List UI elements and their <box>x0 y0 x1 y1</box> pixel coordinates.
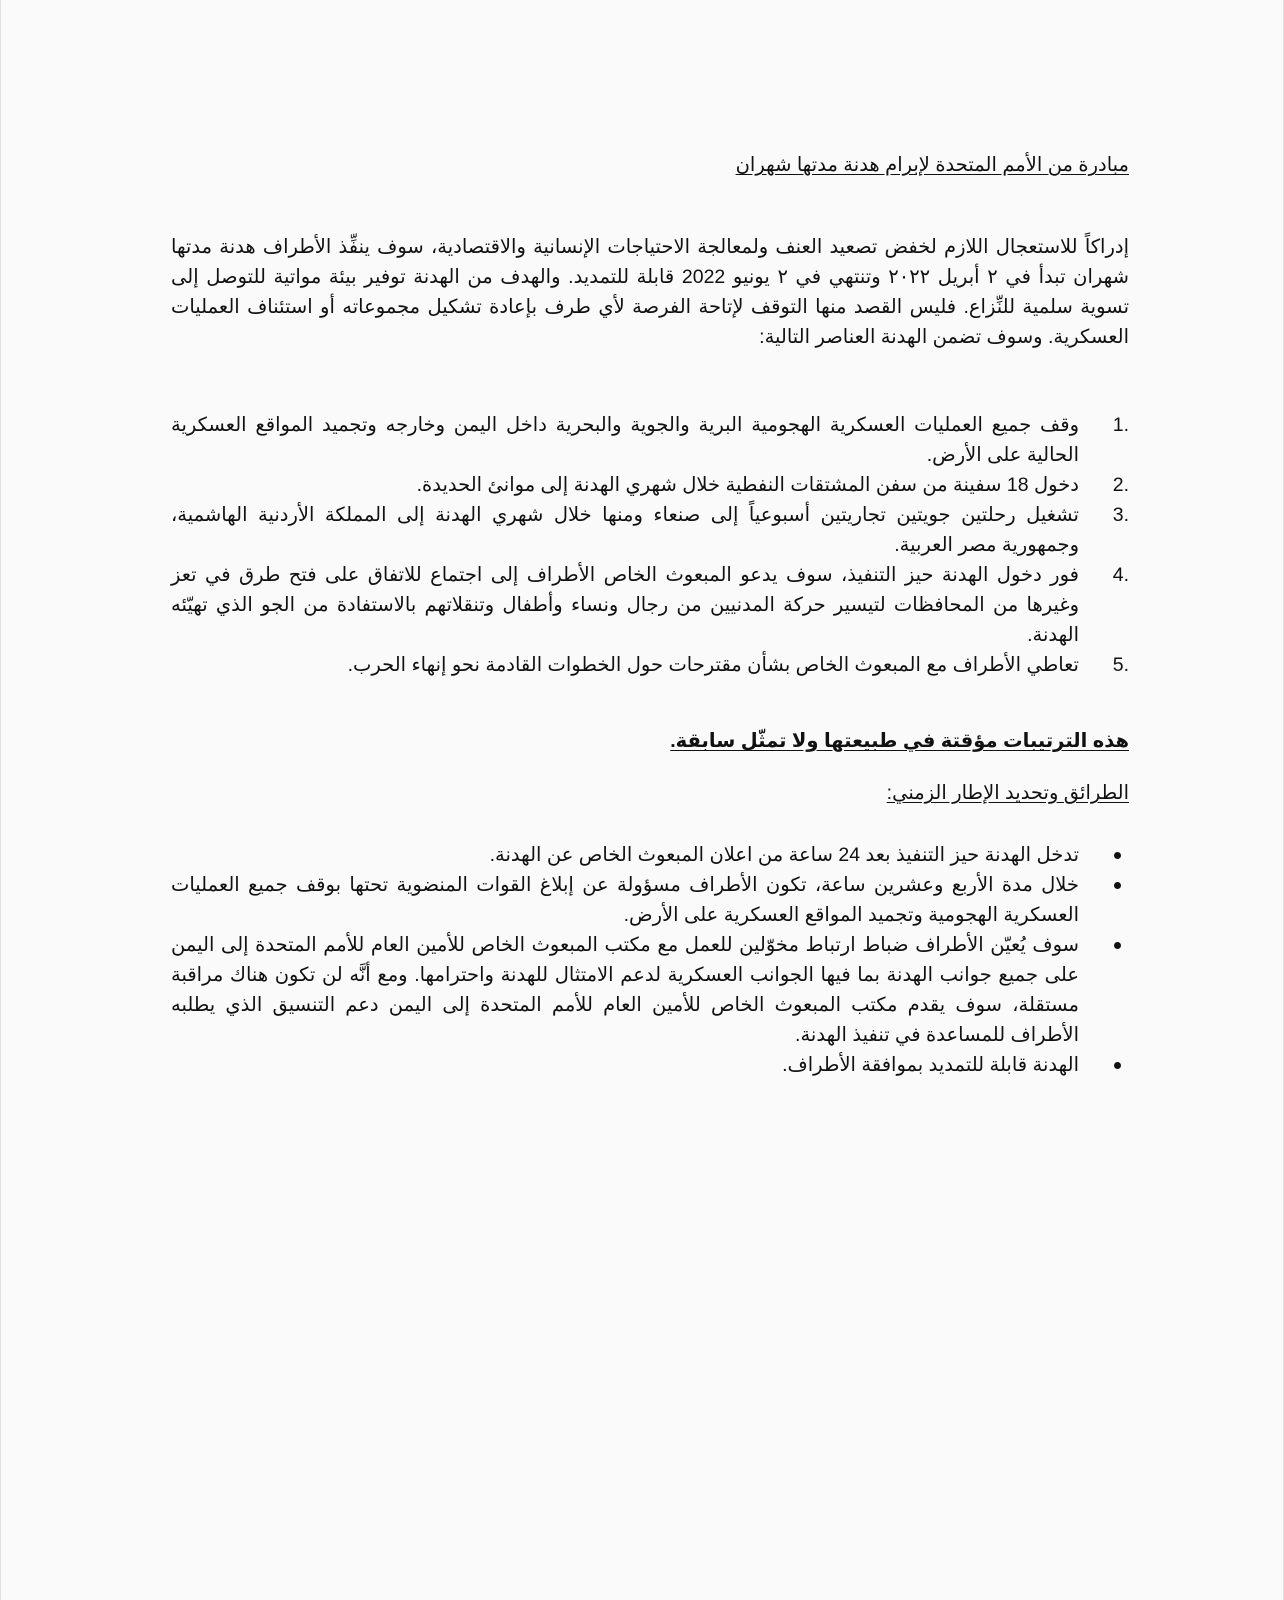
list-item <box>171 500 1129 560</box>
bullet-icon <box>1114 882 1121 889</box>
list-item <box>171 930 1079 1050</box>
list-item-text: تعاطي الأطراف مع المبعوث الخاص بشأن مقترحات حول الخطوات القادمة نحو إنهاء الحرب. <box>347 654 1079 676</box>
list-item-text: خلال مدة الأربع وعشرين ساعة، تكون الأطراف مسؤولة عن إبلاغ القوات المنضوية تحتها بوقف جميع العمليات العسكرية الهجومية وتجميد المواقع العسكرية على الأرض. <box>171 874 1079 926</box>
truce-elements-list <box>171 410 1129 680</box>
list-item <box>171 410 1129 470</box>
list-item-text: فور دخول الهدنة حيز التنفيذ، سوف يدعو المبعوث الخاص الأطراف إلى اجتماع للاتفاق على فتح طرق في تعز وغيرها من المحافظات لتيسير حركة المدنيين من رجال ونساء وأطفال وتنقلاتهم بالاستفادة من الجو الذي تهيّئه الهدنة. <box>171 564 1079 646</box>
list-item <box>171 560 1129 650</box>
list-item-number: 4. <box>1112 564 1129 586</box>
list-item-number: 2. <box>1112 474 1129 496</box>
list-item-number: 3. <box>1112 504 1129 526</box>
list-item <box>171 470 1129 500</box>
list-item-text: تدخل الهدنة حيز التنفيذ بعد 24 ساعة من اعلان المبعوث الخاص عن الهدنة. <box>489 844 1079 866</box>
list-item-text: دخول 18 سفينة من سفن المشتقات النفطية خلال شهري الهدنة إلى موانئ الحديدة. <box>416 474 1079 496</box>
bullet-icon <box>1114 1062 1121 1069</box>
document-title: مبادرة من الأمم المتحدة لإبرام هدنة مدتها شهران <box>735 154 1129 176</box>
temporary-arrangements-note: هذه الترتيبات مؤقتة في طبيعتها ولا تمثّل سابقة. <box>670 730 1129 752</box>
list-item-number: 5. <box>1112 654 1129 676</box>
list-item <box>171 1050 1079 1080</box>
list-item-text: وقف جميع العمليات العسكرية الهجومية البرية والجوية والبحرية داخل اليمن وخارجه وتجميد المواقع العسكرية الحالية على الأرض. <box>171 414 1079 466</box>
bullet-icon <box>1114 942 1121 949</box>
bullet-icon <box>1114 852 1121 859</box>
list-item <box>171 840 1079 870</box>
intro-paragraph: إدراكاً للاستعجال اللازم لخفض تصعيد العنف ولمعالجة الاحتياجات الإنسانية والاقتصادية، سوف ينفِّذ الأطراف هدنة مدتها شهران تبدأ في ٢ أبريل ٢٠٢٢ وتنتهي في ٢ يونيو 2022 قابلة للتمديد. والهدف من الهدنة توفير بيئة مواتية للتوصل إلى تسوية سلمية للنِّزاع. فليس القصد منها التوقف لإتاحة الفرصة لأي طرف بإعادة تشكيل مجموعاته أو استئناف العمليات العسكرية. وسوف تضمن الهدنة العناصر التالية: <box>171 236 1129 348</box>
list-item-text: سوف يُعيّن الأطراف ضباط ارتباط مخوّلين للعمل مع مكتب المبعوث الخاص للأمين العام للأمم المتحدة إلى اليمن على جميع جوانب الهدنة بما فيها الجوانب العسكرية لدعم الامتثال للهدنة واحترامها. ومع أنَّه لن تكون هناك مراقبة مستقلة، سوف يقدم مكتب المبعوث الخاص للأمين العام للأمم المتحدة إلى اليمن دعم التنسيق الذي يطلبه الأطراف للمساعدة في تنفيذ الهدنة. <box>171 934 1079 1046</box>
modalities-list <box>171 840 1129 1080</box>
list-item-text: تشغيل رحلتين جويتين تجاريتين أسبوعياً إلى صنعاء ومنها خلال شهري الهدنة إلى المملكة الأردنية الهاشمية، وجمهورية مصر العربية. <box>171 504 1079 556</box>
list-item <box>171 650 1129 680</box>
list-item <box>171 870 1079 930</box>
document-body <box>171 150 1129 1080</box>
modalities-heading: الطرائق وتحديد الإطار الزمني: <box>886 782 1129 804</box>
list-item-number: 1. <box>1112 414 1129 436</box>
list-item-text: الهدنة قابلة للتمديد بموافقة الأطراف. <box>782 1054 1079 1076</box>
